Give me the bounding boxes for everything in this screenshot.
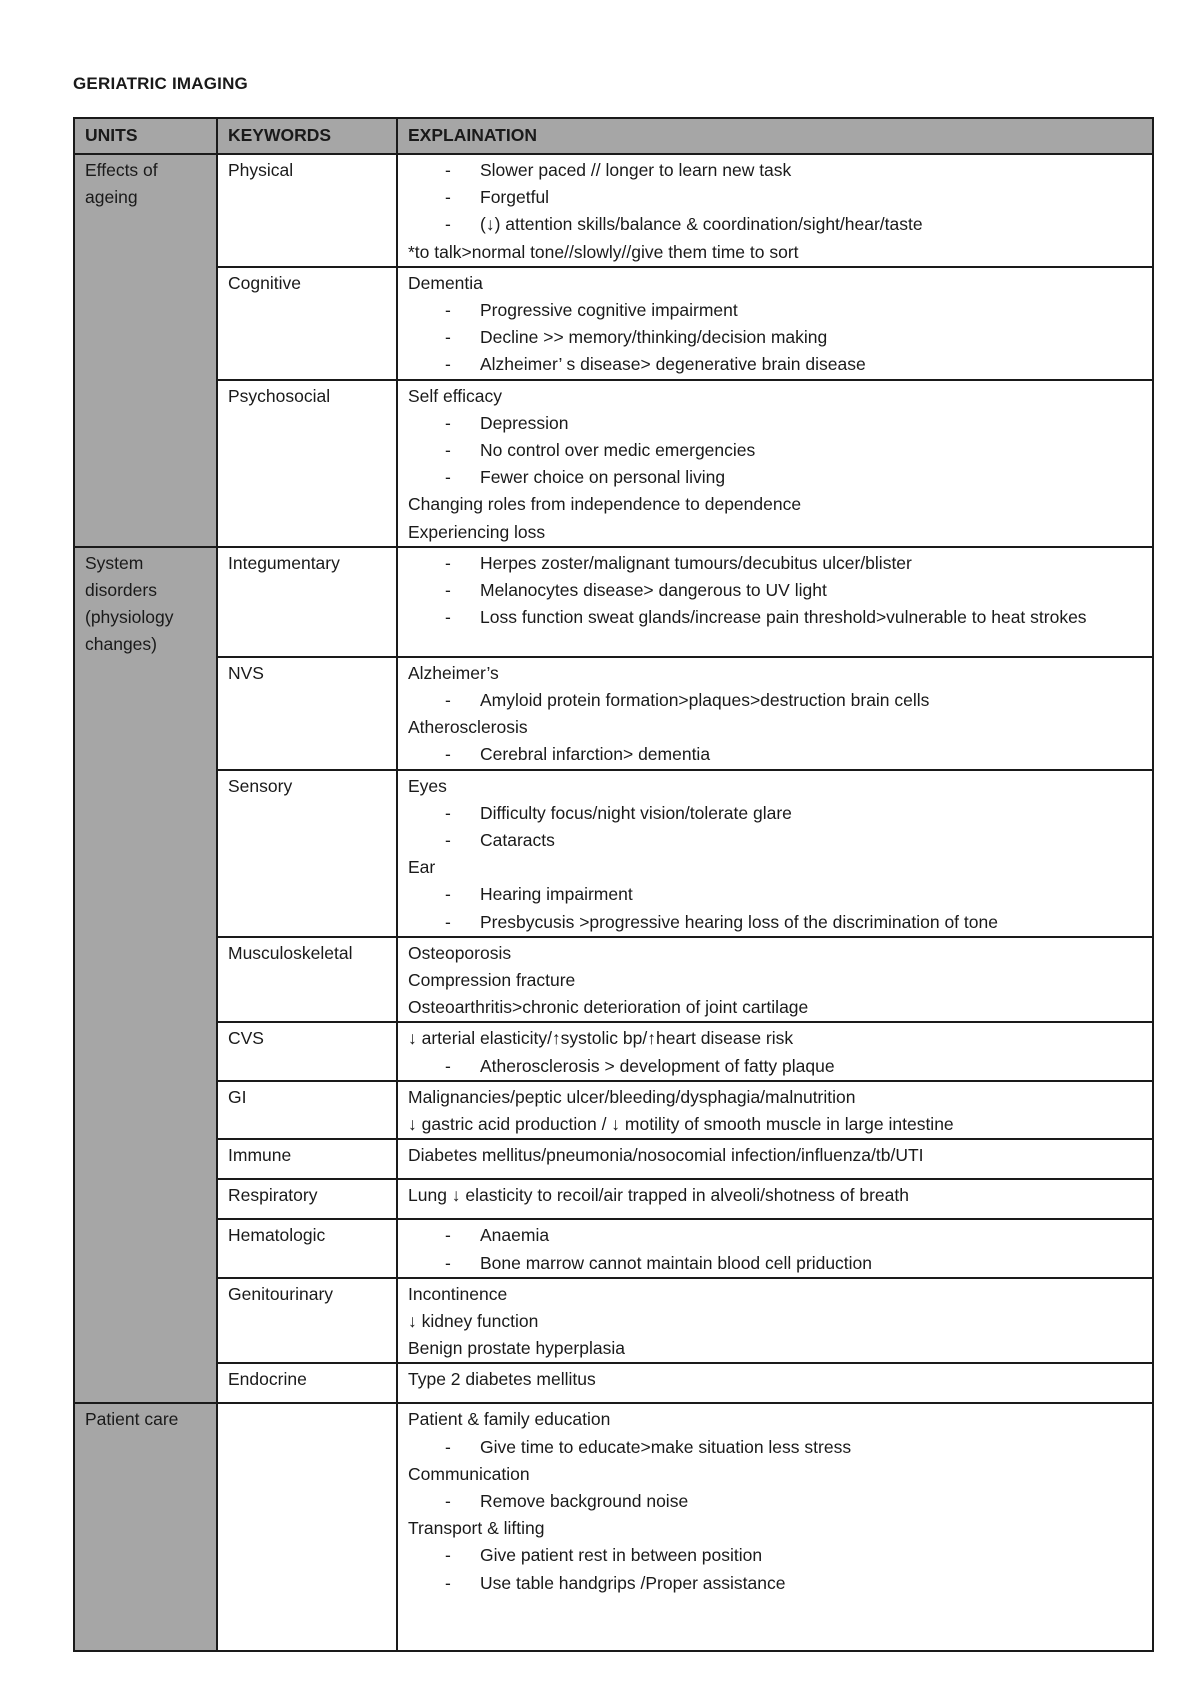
keyword-cell: Endocrine [217, 1363, 397, 1403]
explanation-cell [397, 380, 1153, 547]
text-line: Experiencing loss [408, 521, 546, 542]
table-row [74, 937, 1153, 1023]
text-line: Patient & family education [408, 1409, 611, 1430]
text-line: Diabetes mellitus/pneumonia/nosocomial infection/influenza/tb/UTI [408, 1145, 924, 1166]
header-keywords: KEYWORDS [217, 118, 397, 154]
table-row [74, 1278, 1153, 1364]
keyword-cell: Psychosocial [217, 380, 397, 547]
text-line: Osteoarthritis>chronic deterioration of joint cartilage [408, 997, 809, 1018]
text-line: Osteoporosis [408, 942, 512, 963]
table-row [74, 1179, 1153, 1219]
keyword-cell: Immune [217, 1139, 397, 1179]
table-row [74, 547, 1153, 657]
text-line: Communication [408, 1463, 530, 1484]
bullet-line: - Progressive cognitive impairment [408, 297, 1144, 324]
explanation-cell [397, 1139, 1153, 1179]
table-row [74, 380, 1153, 547]
bullet-line: - (↓) attention skills/balance & coordination/sight/hear/taste [408, 211, 1144, 238]
bullet-line: - Fewer choice on personal living [408, 464, 1144, 491]
keyword-cell: Cognitive [217, 267, 397, 380]
bullet-line: - Remove background noise [408, 1488, 1144, 1515]
unit-cell: Patient care [74, 1403, 217, 1651]
text-line: *to talk>normal tone//slowly//give them time to sort [408, 241, 799, 262]
explanation-cell [397, 657, 1153, 770]
text-line: Benign prostate hyperplasia [408, 1338, 625, 1359]
explanation-cell [397, 1081, 1153, 1139]
keyword-cell: Genitourinary [217, 1278, 397, 1364]
explanation-cell [397, 267, 1153, 380]
text-line: Alzheimer’s [408, 662, 499, 683]
text-line: Compression fracture [408, 970, 576, 991]
keyword-cell: Physical [217, 154, 397, 267]
bullet-line: - Bone marrow cannot maintain blood cell priduction [408, 1250, 1144, 1277]
geriatric-imaging-table [73, 117, 1154, 1652]
bullet-line: - Cerebral infarction> dementia [408, 741, 1144, 768]
explanation-cell [397, 1403, 1153, 1651]
unit-cell: Effects of ageing [74, 154, 217, 547]
bullet-line: - Amyloid protein formation>plaques>destruction brain cells [408, 687, 1144, 714]
bullet-line: - No control over medic emergencies [408, 437, 1144, 464]
text-line: Incontinence [408, 1283, 508, 1304]
text-line: Lung ↓ elasticity to recoil/air trapped in alveoli/shotness of breath [408, 1185, 909, 1206]
bullet-line: - Loss function sweat glands/increase pain threshold>vulnerable to heat strokes [408, 604, 1144, 631]
table-row [74, 1219, 1153, 1277]
keyword-cell: Integumentary [217, 547, 397, 657]
explanation-cell [397, 1363, 1153, 1403]
bullet-line: - Atherosclerosis > development of fatty plaque [408, 1053, 1144, 1080]
table-row [74, 657, 1153, 770]
explanation-cell [397, 770, 1153, 937]
table-row [74, 267, 1153, 380]
bullet-line: - Slower paced // longer to learn new task [408, 157, 1144, 184]
table-row [74, 1081, 1153, 1139]
table-row [74, 1403, 1153, 1651]
bullet-line: - Give time to educate>make situation less stress [408, 1434, 1144, 1461]
table-row [74, 770, 1153, 937]
text-line: Atherosclerosis [408, 717, 528, 738]
bullet-line: - Melanocytes disease> dangerous to UV light [408, 577, 1144, 604]
table-row [74, 1139, 1153, 1179]
bullet-line: - Decline >> memory/thinking/decision making [408, 324, 1144, 351]
text-line: Dementia [408, 272, 483, 293]
keyword-cell: Sensory [217, 770, 397, 937]
bullet-line: - Hearing impairment [408, 881, 1144, 908]
bullet-line: - Presbycusis >progressive hearing loss of the discrimination of tone [408, 909, 1144, 936]
explanation-cell [397, 1219, 1153, 1277]
unit-cell: System disorders (physiology changes) [74, 547, 217, 1403]
text-line: ↓ kidney function [408, 1310, 539, 1331]
text-line: ↓ gastric acid production / ↓ motility of smooth muscle in large intestine [408, 1114, 954, 1135]
keyword-cell: GI [217, 1081, 397, 1139]
keyword-cell: Hematologic [217, 1219, 397, 1277]
bullet-line: - Difficulty focus/night vision/tolerate glare [408, 800, 1144, 827]
bullet-line: - Use table handgrips /Proper assistance [408, 1570, 1144, 1597]
text-line: Self efficacy [408, 385, 503, 406]
bullet-line: - Forgetful [408, 184, 1144, 211]
explanation-cell [397, 1278, 1153, 1364]
explanation-cell [397, 1022, 1153, 1080]
keyword-cell: Musculoskeletal [217, 937, 397, 1023]
bullet-line: - Give patient rest in between position [408, 1542, 1144, 1569]
keyword-cell: NVS [217, 657, 397, 770]
text-line: Eyes [408, 775, 447, 796]
keyword-cell: CVS [217, 1022, 397, 1080]
explanation-cell [397, 154, 1153, 267]
bullet-line: - Alzheimer’ s disease> degenerative brain disease [408, 351, 1144, 378]
keyword-cell [217, 1403, 397, 1651]
explanation-cell [397, 1179, 1153, 1219]
header-row [74, 118, 1153, 154]
page-title: GERIATRIC IMAGING [73, 74, 248, 93]
explanation-cell [397, 937, 1153, 1023]
table-body [74, 154, 1153, 1651]
table-row [74, 1022, 1153, 1080]
keyword-cell: Respiratory [217, 1179, 397, 1219]
table-row [74, 154, 1153, 267]
bullet-line: - Cataracts [408, 827, 1144, 854]
text-line: ↓ arterial elasticity/↑systolic bp/↑heart disease risk [408, 1028, 794, 1049]
text-line: Transport & lifting [408, 1518, 545, 1539]
bullet-line: - Herpes zoster/malignant tumours/decubitus ulcer/blister [408, 550, 1144, 577]
text-line: Ear [408, 857, 436, 878]
text-line: Type 2 diabetes mellitus [408, 1369, 596, 1390]
text-line: Changing roles from independence to dependence [408, 494, 802, 515]
bullet-line: - Depression [408, 410, 1144, 437]
header-units: UNITS [74, 118, 217, 154]
bullet-line: - Anaemia [408, 1222, 1144, 1249]
table-row [74, 1363, 1153, 1403]
text-line: Malignancies/peptic ulcer/bleeding/dysphagia/malnutrition [408, 1086, 856, 1107]
header-explanation: EXPLAINATION [397, 118, 1153, 154]
explanation-cell [397, 547, 1153, 657]
